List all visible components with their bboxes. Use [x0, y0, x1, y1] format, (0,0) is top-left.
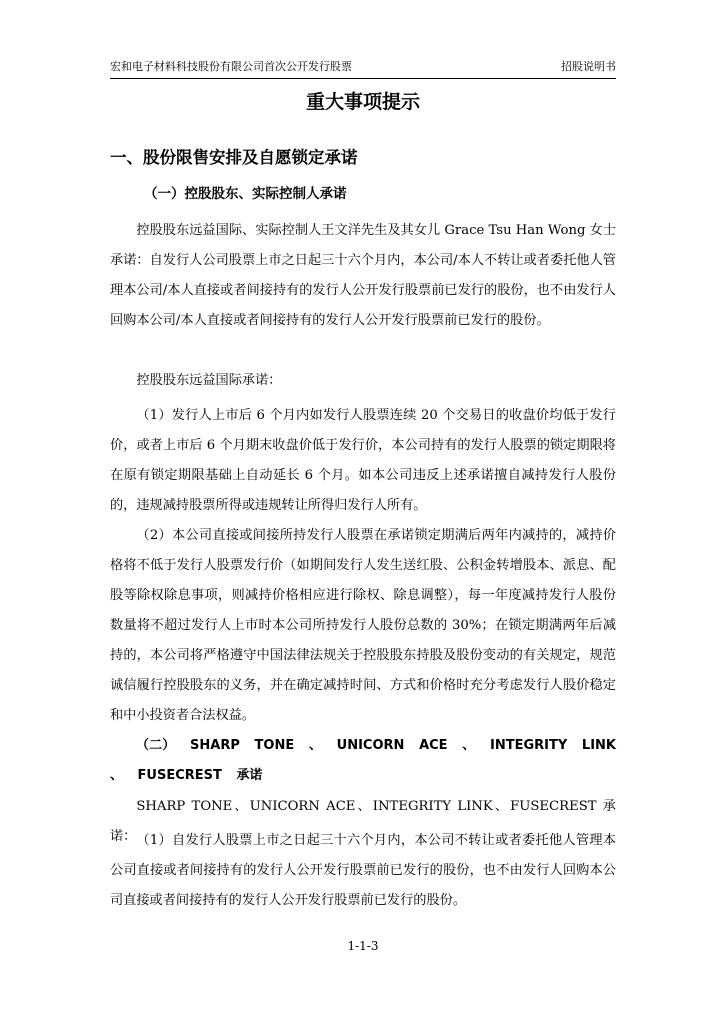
header-document-type: 招股说明书	[561, 60, 616, 73]
paragraph-shareholders-intro: SHARP TONE、UNICORN ACE、INTEGRITY LINK、FUSECREST 承诺：	[110, 799, 616, 844]
paragraph-clause-2: （2）本公司直接或间接所持发行人股票在承诺锁定期满后两年内减持的，减持价格将不低于发行人股票发行价（如期间发行人发生送红股、公积金转增股本、派息、配股等除权除息事项，则减持价格相应进行除权、除息调整），每一年度减持发行人股份数量将不超过发行人上市时本公司所持发行人股份总数的 30%；在锁定期满两年后减持的，本公司将严格遵守中国法律法规关于控股股东持股及股份变动的有关规定，规范诚信履行控股股东的义务，并在确定减持时间、方式和价格时充分考虑发行人股价稳定和中小投资者合法权益。	[110, 528, 616, 723]
page-title: 重大事项提示	[305, 91, 420, 113]
paragraph-controlling-shareholder-intro: 控股股东远益国际承诺：	[136, 373, 282, 388]
section-heading: 一、股份限售安排及自愿锁定承诺	[110, 148, 358, 167]
paragraph-shareholders-clause-1: （1）自发行人股票上市之日起三十六个月内，本公司不转让或者委托他人管理本公司直接或者间接持有的发行人公开发行股票前已发行的股份，也不由发行人回购本公司直接或者间接持有的发行人公开发行股票前已发行的股份。	[110, 833, 616, 908]
header-company-name: 宏和电子材料科技股份有限公司首次公开发行股票	[110, 60, 352, 73]
subsection-heading-shareholders: （二） SHARP TONE 、 UNICORN ACE 、 INTEGRITY LINK 、 FUSECREST 承诺	[110, 738, 616, 783]
page-header	[110, 58, 616, 79]
page-number: 1-1-3	[347, 939, 379, 953]
subsection-heading-controlling-shareholder: （一）控股股东、实际控制人承诺	[144, 186, 347, 202]
paragraph-clause-1: （1）发行人上市后 6 个月内如发行人股票连续 20 个交易日的收盘价均低于发行价，或者上市后 6 个月期末收盘价低于发行价，本公司持有的发行人股票的锁定期限将在原有锁定期限基础上自动延长 6 个月。如本公司违反上述承诺擅自减持发行人股份的，违规减持股票所得或违规转让所得归发行人所有。	[110, 408, 616, 513]
paragraph-lockup-commitment: 控股股东远益国际、实际控制人王文洋先生及其女儿 Grace Tsu Han Wong 女士承诺：自发行人公司股票上市之日起三十六个月内，本公司/本人不转让或者委托他人管理本公司/本人直接或者间接持有的发行人公开发行股票前已发行的股份，也不由发行人回购本公司/本人直接或者间接持有的发行人公开发行股票前已发行的股份。	[110, 223, 616, 328]
